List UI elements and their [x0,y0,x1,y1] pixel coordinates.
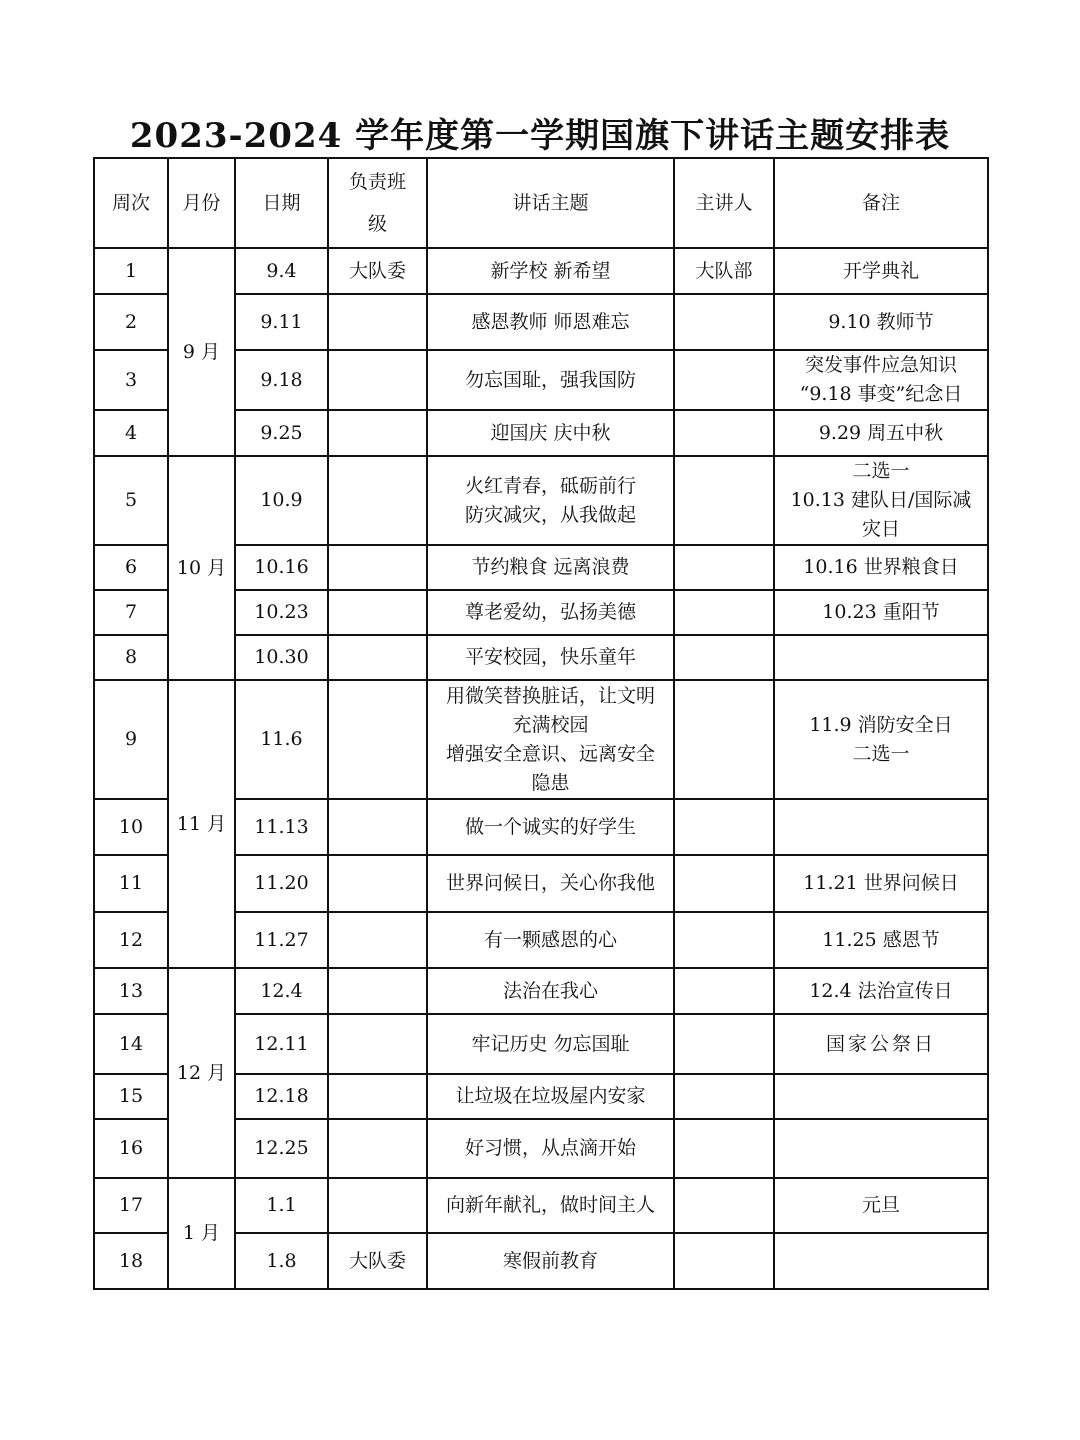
topic-cell: 好习惯，从点滴开始 [427,1119,674,1178]
topic-cell: 牢记历史 勿忘国耻 [427,1014,674,1074]
class-cell [328,680,427,799]
date-cell: 12.11 [235,1014,328,1074]
date-cell: 10.23 [235,590,328,635]
header-row [94,158,988,248]
topic-cell: 寒假前教育 [427,1233,674,1289]
week-cell: 7 [94,590,168,635]
note-cell: 9.29 周五中秋 [774,410,988,456]
week-cell: 14 [94,1014,168,1074]
speaker-cell [674,350,774,410]
note-cell: 11.21 世界问候日 [774,855,988,912]
note-cell: 11.9 消防安全日 二选一 [774,680,988,799]
month-cell: 11 月 [168,680,235,968]
note-cell: 12.4 法治宣传日 [774,968,988,1014]
topic-cell: 用微笑替换脏话，让文明 充满校园 增强安全意识、远离安全 隐患 [427,680,674,799]
date-cell: 10.16 [235,545,328,590]
table-row [94,680,988,799]
topic-cell: 做一个诚实的好学生 [427,799,674,855]
class-cell [328,968,427,1014]
date-cell: 9.25 [235,410,328,456]
speaker-cell [674,680,774,799]
note-cell: 元旦 [774,1178,988,1233]
class-cell [328,855,427,912]
header-class: 负责班 级 [328,158,427,248]
topic-cell: 向新年献礼，做时间主人 [427,1178,674,1233]
week-cell: 13 [94,968,168,1014]
topic-cell: 平安校园，快乐童年 [427,635,674,680]
week-cell: 16 [94,1119,168,1178]
week-cell: 17 [94,1178,168,1233]
date-cell: 10.30 [235,635,328,680]
date-cell: 1.1 [235,1178,328,1233]
speaker-cell [674,635,774,680]
date-cell: 11.13 [235,799,328,855]
date-cell: 10.9 [235,456,328,545]
topic-cell: 节约粮食 远离浪费 [427,545,674,590]
class-cell [328,294,427,350]
date-cell: 9.4 [235,248,328,294]
topic-cell: 让垃圾在垃圾屋内安家 [427,1074,674,1119]
speaker-cell [674,545,774,590]
table-row [94,456,988,545]
speaker-cell [674,1014,774,1074]
class-cell: 大队委 [328,1233,427,1289]
class-cell [328,1178,427,1233]
month-cell: 9 月 [168,248,235,456]
topic-cell: 尊老爱幼，弘扬美德 [427,590,674,635]
date-cell: 11.27 [235,912,328,968]
table-row [94,968,988,1014]
week-cell: 2 [94,294,168,350]
week-cell: 4 [94,410,168,456]
class-cell [328,456,427,545]
class-cell [328,799,427,855]
speaker-cell [674,1074,774,1119]
note-cell [774,799,988,855]
week-cell: 10 [94,799,168,855]
date-cell: 12.25 [235,1119,328,1178]
note-cell: 11.25 感恩节 [774,912,988,968]
speaker-cell [674,1119,774,1178]
week-cell: 12 [94,912,168,968]
month-cell: 10 月 [168,456,235,680]
month-cell: 1 月 [168,1178,235,1289]
header-week: 周次 [94,158,168,248]
class-cell [328,590,427,635]
speaker-cell [674,410,774,456]
date-cell: 9.11 [235,294,328,350]
speaker-cell [674,294,774,350]
note-cell: 开学典礼 [774,248,988,294]
topic-cell: 世界问候日，关心你我他 [427,855,674,912]
month-cell: 12 月 [168,968,235,1178]
note-cell: 10.16 世界粮食日 [774,545,988,590]
class-cell [328,1074,427,1119]
week-cell: 3 [94,350,168,410]
speaker-cell [674,855,774,912]
table-row [94,1178,988,1233]
header-month: 月份 [168,158,235,248]
note-cell [774,635,988,680]
week-cell: 6 [94,545,168,590]
note-cell [774,1074,988,1119]
class-cell [328,410,427,456]
speaker-cell [674,912,774,968]
speaker-cell [674,456,774,545]
topic-cell: 感恩教师 师恩难忘 [427,294,674,350]
note-cell: 10.23 重阳节 [774,590,988,635]
topic-cell: 新学校 新希望 [427,248,674,294]
class-cell [328,1014,427,1074]
week-cell: 18 [94,1233,168,1289]
page-title: 2023-2024 学年度第一学期国旗下讲话主题安排表 [129,116,951,156]
date-cell: 12.4 [235,968,328,1014]
date-cell: 9.18 [235,350,328,410]
speaker-cell [674,590,774,635]
week-cell: 9 [94,680,168,799]
note-cell [774,1233,988,1289]
week-cell: 1 [94,248,168,294]
class-cell [328,545,427,590]
note-cell: 9.10 教师节 [774,294,988,350]
header-speaker: 主讲人 [674,158,774,248]
topic-cell: 勿忘国耻，强我国防 [427,350,674,410]
class-cell: 大队委 [328,248,427,294]
class-cell [328,912,427,968]
date-cell: 11.6 [235,680,328,799]
topic-cell: 法治在我心 [427,968,674,1014]
note-cell: 突发事件应急知识 “9.18 事变”纪念日 [774,350,988,410]
date-cell: 1.8 [235,1233,328,1289]
speaker-cell [674,1178,774,1233]
topic-cell: 火红青春，砥砺前行 防灾减灾，从我做起 [427,456,674,545]
topic-cell: 有一颗感恩的心 [427,912,674,968]
schedule-table [93,157,989,1290]
week-cell: 15 [94,1074,168,1119]
header-date: 日期 [235,158,328,248]
speaker-cell [674,1233,774,1289]
note-cell [774,1119,988,1178]
note-cell: 国家公祭日 [774,1014,988,1074]
week-cell: 8 [94,635,168,680]
speaker-cell [674,799,774,855]
header-topic: 讲话主题 [427,158,674,248]
topic-cell: 迎国庆 庆中秋 [427,410,674,456]
week-cell: 11 [94,855,168,912]
speaker-cell: 大队部 [674,248,774,294]
date-cell: 12.18 [235,1074,328,1119]
class-cell [328,1119,427,1178]
header-note: 备注 [774,158,988,248]
class-cell [328,350,427,410]
class-cell [328,635,427,680]
week-cell: 5 [94,456,168,545]
table-row [94,248,988,294]
date-cell: 11.20 [235,855,328,912]
note-cell: 二选一 10.13 建队日/国际减 灾日 [774,456,988,545]
speaker-cell [674,968,774,1014]
